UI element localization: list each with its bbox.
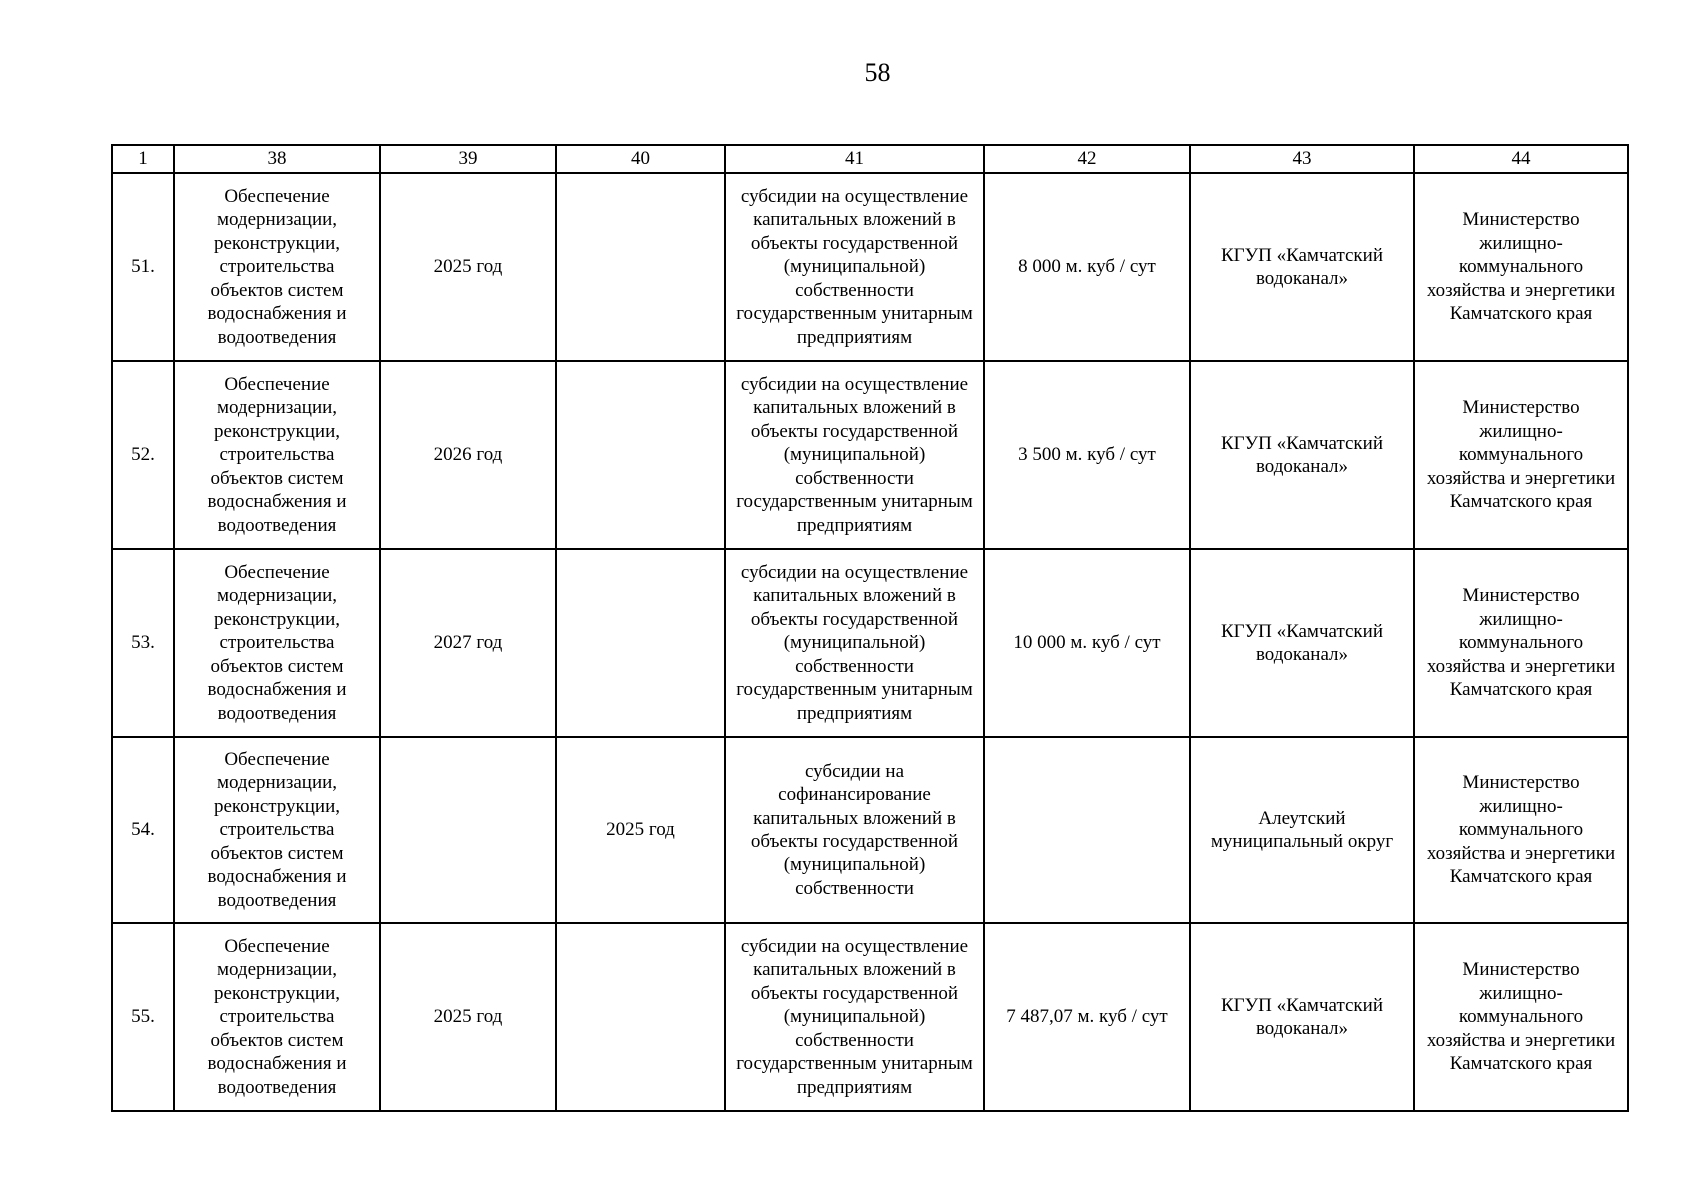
column-header: 40 — [556, 145, 725, 173]
column-header: 39 — [380, 145, 556, 173]
row-number-cell: 53. — [112, 549, 174, 737]
capacity-cell: 10 000 м. куб / сут — [984, 549, 1190, 737]
year-cell: 2027 год — [380, 549, 556, 737]
header-row — [112, 145, 1628, 173]
page-number: 58 — [864, 58, 891, 87]
table-row — [112, 549, 1628, 737]
year-cofinance-cell — [556, 173, 725, 361]
capacity-cell: 7 487,07 м. куб / сут — [984, 923, 1190, 1111]
year-cofinance-cell: 2025 год — [556, 737, 725, 923]
measure-cell: Обеспечение модернизации, реконструкции, строительства объектов систем водоснабжения и водоотведения — [174, 173, 380, 361]
year-cell: 2026 год — [380, 361, 556, 549]
year-cell: 2025 год — [380, 173, 556, 361]
measure-cell: Обеспечение модернизации, реконструкции, строительства объектов систем водоснабжения и водоотведения — [174, 923, 380, 1111]
recipient-cell: Алеутский муниципальный округ — [1190, 737, 1414, 923]
column-header: 38 — [174, 145, 380, 173]
subsidy-type-cell: субсидии на осуществление капитальных вложений в объекты государственной (муниципальной) собственности государственным унитарным предприятиям — [725, 549, 984, 737]
column-header: 1 — [112, 145, 174, 173]
row-number-cell: 55. — [112, 923, 174, 1111]
recipient-cell: КГУП «Камчатский водоканал» — [1190, 173, 1414, 361]
year-cofinance-cell — [556, 923, 725, 1111]
ministry-cell: Министерство жилищно- коммунального хозяйства и энергетики Камчатского края — [1414, 361, 1628, 549]
capacity-cell — [984, 737, 1190, 923]
capacity-cell: 3 500 м. куб / сут — [984, 361, 1190, 549]
recipient-cell: КГУП «Камчатский водоканал» — [1190, 361, 1414, 549]
row-number-cell: 51. — [112, 173, 174, 361]
ministry-cell: Министерство жилищно- коммунального хозяйства и энергетики Камчатского края — [1414, 923, 1628, 1111]
column-header: 43 — [1190, 145, 1414, 173]
recipient-cell: КГУП «Камчатский водоканал» — [1190, 923, 1414, 1111]
row-number-cell: 54. — [112, 737, 174, 923]
ministry-cell: Министерство жилищно- коммунального хозяйства и энергетики Камчатского края — [1414, 737, 1628, 923]
measure-cell: Обеспечение модернизации, реконструкции, строительства объектов систем водоснабжения и водоотведения — [174, 361, 380, 549]
year-cofinance-cell — [556, 549, 725, 737]
measure-cell: Обеспечение модернизации, реконструкции, строительства объектов систем водоснабжения и водоотведения — [174, 549, 380, 737]
column-header: 41 — [725, 145, 984, 173]
capacity-cell: 8 000 м. куб / сут — [984, 173, 1190, 361]
ministry-cell: Министерство жилищно- коммунального хозяйства и энергетики Камчатского края — [1414, 549, 1628, 737]
column-header: 42 — [984, 145, 1190, 173]
year-cell: 2025 год — [380, 923, 556, 1111]
table-row — [112, 173, 1628, 361]
data-table — [111, 144, 1629, 1112]
year-cofinance-cell — [556, 361, 725, 549]
table-row — [112, 737, 1628, 923]
ministry-cell: Министерство жилищно- коммунального хозяйства и энергетики Камчатского края — [1414, 173, 1628, 361]
subsidy-type-cell: субсидии на осуществление капитальных вложений в объекты государственной (муниципальной) собственности государственным унитарным предприятиям — [725, 361, 984, 549]
subsidy-type-cell: субсидии на осуществление капитальных вложений в объекты государственной (муниципальной) собственности государственным унитарным предприятиям — [725, 173, 984, 361]
subsidy-type-cell: субсидии на осуществление капитальных вложений в объекты государственной (муниципальной) собственности государственным унитарным предприятиям — [725, 923, 984, 1111]
recipient-cell: КГУП «Камчатский водоканал» — [1190, 549, 1414, 737]
measure-cell: Обеспечение модернизации, реконструкции, строительства объектов систем водоснабжения и водоотведения — [174, 737, 380, 923]
subsidy-type-cell: субсидии на софинансирование капитальных вложений в объекты государственной (муниципальной) собственности — [725, 737, 984, 923]
table-row — [112, 923, 1628, 1111]
table-row — [112, 361, 1628, 549]
year-cell — [380, 737, 556, 923]
column-header: 44 — [1414, 145, 1628, 173]
row-number-cell: 52. — [112, 361, 174, 549]
